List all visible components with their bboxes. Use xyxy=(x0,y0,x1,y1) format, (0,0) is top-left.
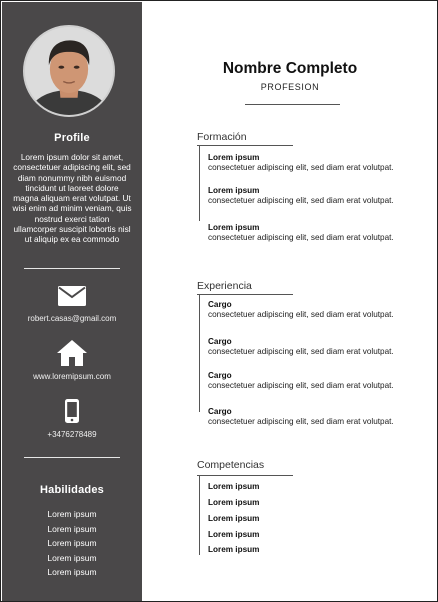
formacion-entry xyxy=(208,223,418,243)
section-vertical-line xyxy=(199,145,200,221)
mobile-phone-icon xyxy=(2,399,142,428)
skills-list xyxy=(2,507,142,580)
email-text: robert.casas@gmail.com xyxy=(27,314,117,323)
section-rule xyxy=(197,294,293,295)
formacion-entry xyxy=(208,153,418,173)
skill-item: Lorem ipsum xyxy=(47,538,97,548)
competencia-item: Lorem ipsum xyxy=(208,498,260,507)
profile-photo xyxy=(23,25,115,117)
competencia-item: Lorem ipsum xyxy=(208,514,260,523)
formacion-entry xyxy=(208,186,418,206)
entry-title: Lorem ipsum xyxy=(208,223,260,232)
sidebar-divider xyxy=(24,457,120,458)
entry-description: consectetuer adipiscing elit, sed diam erat volutpat. xyxy=(208,417,394,426)
section-vertical-line xyxy=(199,294,200,412)
entry-description: consectetuer adipiscing elit, sed diam erat volutpat. xyxy=(208,196,394,205)
experiencia-entry xyxy=(208,300,418,320)
experiencia-entry xyxy=(208,407,418,427)
entry-title: Cargo xyxy=(208,337,232,346)
section-rule xyxy=(197,475,293,476)
entry-title: Cargo xyxy=(208,407,232,416)
section-rule xyxy=(197,145,293,146)
experiencia-entry xyxy=(208,337,418,357)
profile-photo-image xyxy=(25,27,113,115)
skill-item: Lorem ipsum xyxy=(47,509,97,519)
website-text: www.loremipsum.com xyxy=(33,372,111,381)
entry-description: consectetuer adipiscing elit, sed diam erat volutpat. xyxy=(208,381,394,390)
profile-heading: Profile xyxy=(54,132,90,144)
skills-heading: Habilidades xyxy=(40,484,104,496)
section-vertical-line xyxy=(199,475,200,555)
skill-item: Lorem ipsum xyxy=(47,523,97,534)
entry-description: consectetuer adipiscing elit, sed diam erat volutpat. xyxy=(208,347,394,356)
entry-title: Lorem ipsum xyxy=(208,186,260,195)
profile-text: Lorem ipsum dolor sit amet, consectetuer adipiscing elit, sed diam nonummy nibh euismod tincidunt ut laoreet dolore magna aliquam erat volutpat. Ut wisi enim ad minim veniam, quis nostrud exerci tation ullamcorper suscipit lobortis nisl ut aliquip ex ea commodo xyxy=(12,152,132,245)
title-divider xyxy=(245,104,340,105)
profession: PROFESION xyxy=(260,82,320,92)
entry-description: consectetuer adipiscing elit, sed diam erat volutpat. xyxy=(208,310,394,319)
experiencia-entry xyxy=(208,371,418,391)
section-title-experiencia: Experiencia xyxy=(197,280,252,292)
entry-description: consectetuer adipiscing elit, sed diam erat volutpat. xyxy=(208,233,394,242)
entry-title: Lorem ipsum xyxy=(208,153,260,162)
competencia-item: Lorem ipsum xyxy=(208,482,260,491)
sidebar-divider xyxy=(24,268,120,269)
skill-item: Lorem ipsum xyxy=(47,567,97,577)
competencia-item: Lorem ipsum xyxy=(208,530,260,539)
skill-item: Lorem ipsum xyxy=(47,552,97,563)
phone-text: +3476278489 xyxy=(47,430,97,439)
competencia-item: Lorem ipsum xyxy=(208,545,260,554)
entry-title: Cargo xyxy=(208,371,232,380)
section-title-formacion: Formación xyxy=(197,131,247,143)
envelope-icon xyxy=(2,286,142,311)
sidebar xyxy=(2,2,142,601)
home-icon xyxy=(2,340,142,371)
full-name: Nombre Completo xyxy=(222,60,358,77)
entry-title: Cargo xyxy=(208,300,232,309)
entry-description: consectetuer adipiscing elit, sed diam erat volutpat. xyxy=(208,163,394,172)
section-title-competencias: Competencias xyxy=(197,459,265,471)
